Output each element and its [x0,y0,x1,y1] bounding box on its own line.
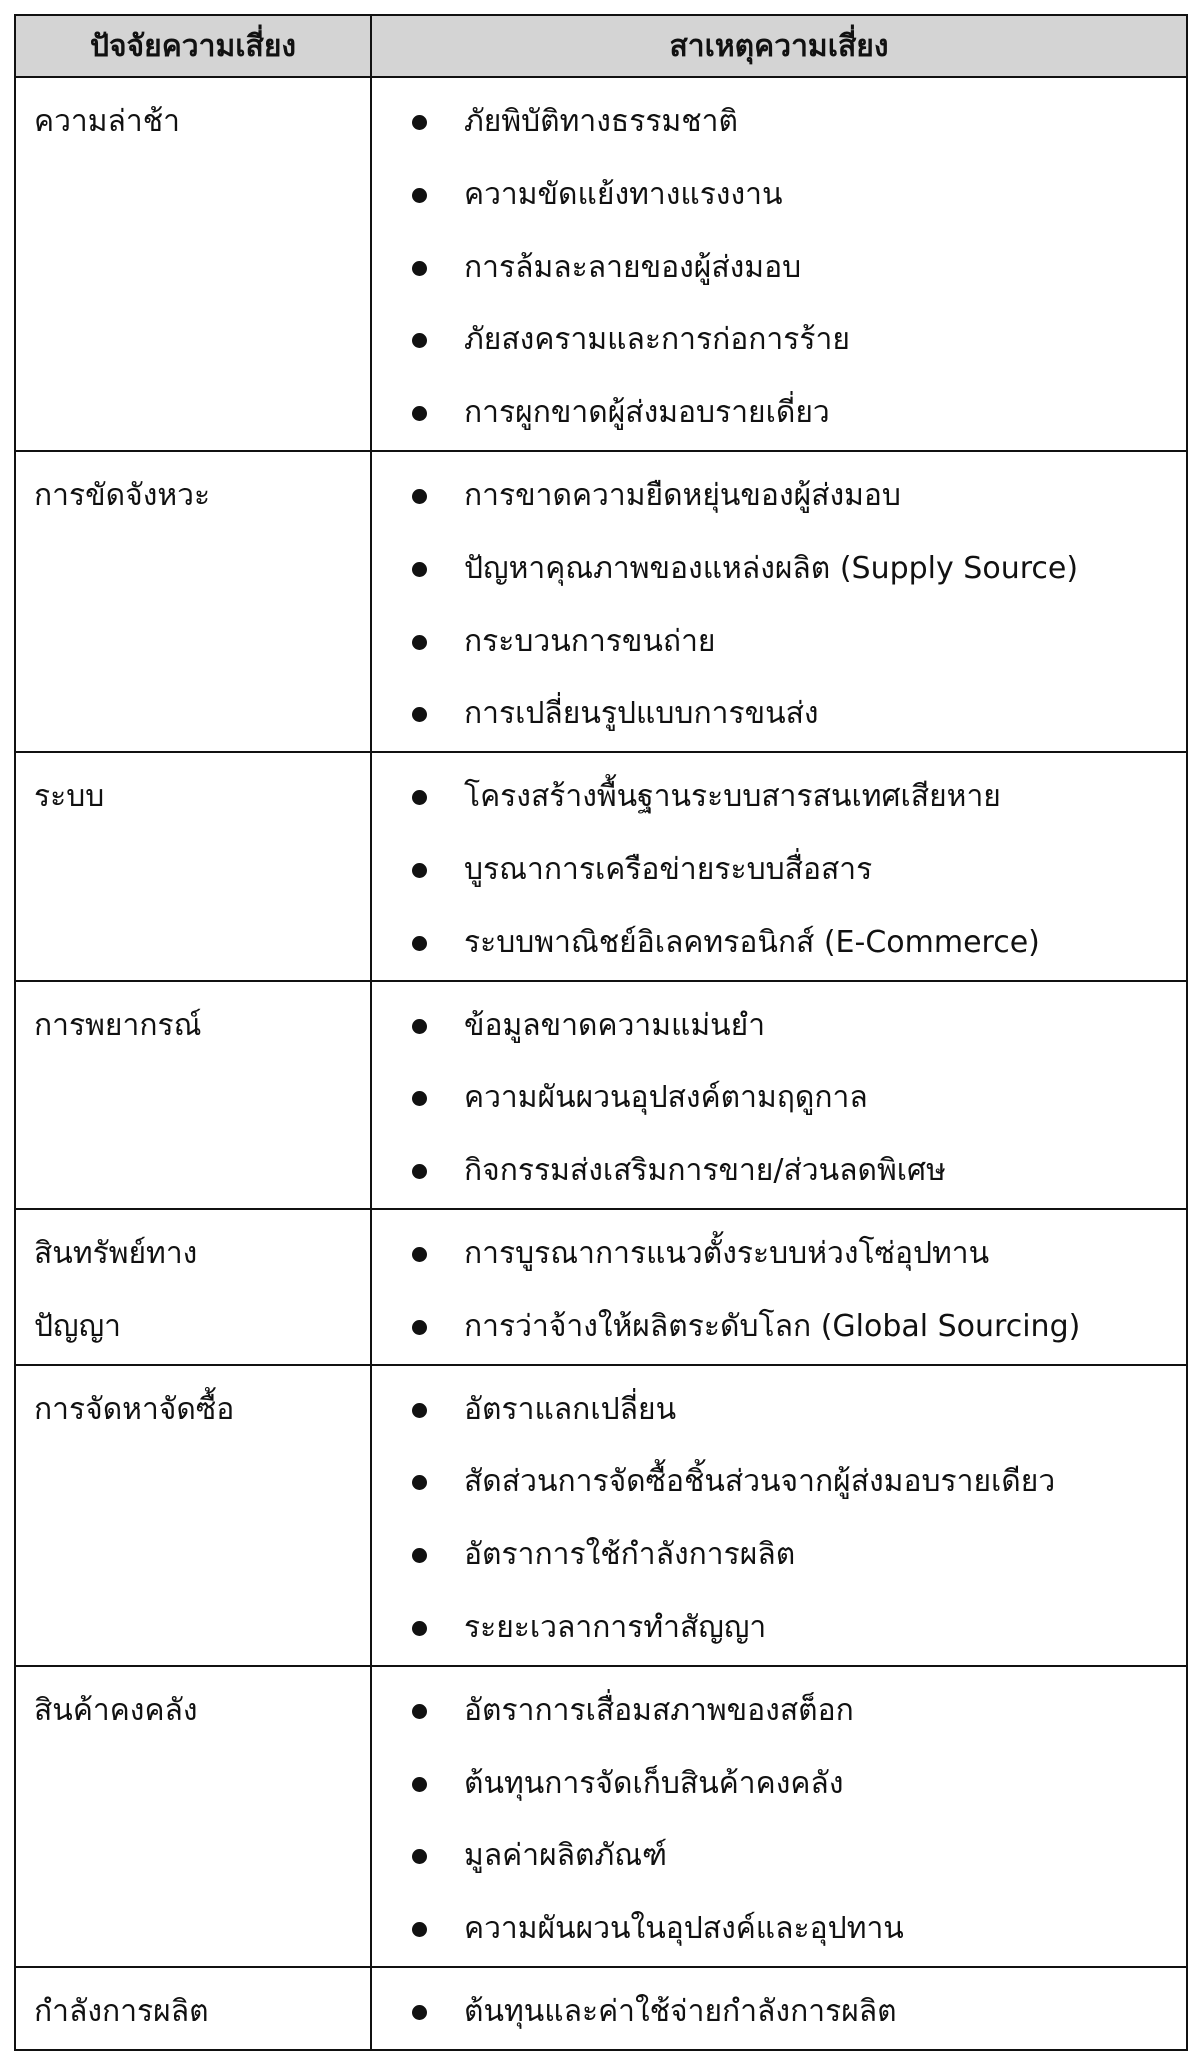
bullet-icon [412,1849,427,1864]
risk-factor-label: สินค้าคงคลัง [34,1692,198,1728]
risk-factor-cell [15,451,371,752]
header-row [15,15,1187,77]
risk-cause-list [372,1675,1182,1966]
risk-cause-text: ระยะเวลาการทำสัญญา [464,1609,767,1645]
risk-cause-text: กระบวนการขนถ่าย [464,623,716,659]
bullet-icon [412,635,427,650]
risk-cause-item [372,1135,1182,1208]
risk-cause-text: การบูรณาการแนวตั้งระบบห่วงโซ่อุปทาน [464,1235,990,1271]
risk-cause-item [372,1748,1182,1821]
risk-cause-item [372,761,1182,834]
table-row [15,77,1187,451]
risk-cause-item [372,1675,1182,1748]
bullet-icon [412,188,427,203]
risk-cause-item [372,1976,1182,2049]
bullet-icon [412,707,427,722]
risk-cause-list [372,761,1182,979]
risk-factor-cell [15,1209,371,1365]
bullet-icon [412,1704,427,1719]
bullet-icon [412,261,427,276]
risk-cause-item [372,1592,1182,1665]
risk-cause-cell [371,752,1187,980]
risk-factor-label: กำลังการผลิต [34,1993,209,2029]
table-row [15,1666,1187,1967]
risk-cause-cell [371,451,1187,752]
risk-cause-text: ความผันผวนในอุปสงค์และอุปทาน [464,1911,904,1947]
risk-cause-text: การขาดความยืดหยุ่นของผู้ส่งมอบ [464,477,901,513]
risk-cause-item [372,1820,1182,1893]
risk-cause-text: การว่าจ้างให้ผลิตระดับโลก (Global Sourcing) [464,1308,1081,1344]
risk-cause-text: โครงสร้างพื้นฐานระบบสารสนเทศเสียหาย [464,779,1001,815]
risk-cause-text: ข้อมูลขาดความแม่นยำ [464,1007,766,1043]
bullet-icon [412,1475,427,1490]
risk-cause-item [372,86,1182,159]
risk-cause-item [372,304,1182,377]
risk-cause-cell [371,1666,1187,1967]
risk-cause-item [372,232,1182,305]
risk-factor-cell [15,77,371,451]
bullet-icon [412,115,427,130]
risk-cause-item [372,1519,1182,1592]
risk-cause-text: ระบบพาณิชย์อิเลคทรอนิกส์ (E-Commerce) [464,924,1040,960]
bullet-icon [412,1777,427,1792]
risk-cause-cell [371,1365,1187,1666]
risk-cause-cell [371,981,1187,1209]
bullet-icon [412,1403,427,1418]
risk-factor-cell [15,752,371,980]
bullet-icon [412,863,427,878]
risk-factor-cell [15,1967,371,2050]
risk-table [14,14,1188,2051]
risk-cause-item [372,990,1182,1063]
bullet-icon [412,1019,427,1034]
risk-cause-list [372,86,1182,450]
risk-cause-text: สัดส่วนการจัดซื้อชิ้นส่วนจากผู้ส่งมอบรายเดียว [464,1464,1056,1500]
risk-cause-item [372,1062,1182,1135]
risk-cause-list [372,1976,1182,2049]
risk-cause-text: กิจกรรมส่งเสริมการขาย/ส่วนลดพิเศษ [464,1153,946,1189]
risk-cause-text: อัตราการใช้กำลังการผลิต [464,1537,796,1573]
risk-cause-text: มูลค่าผลิตภัณฑ์ [464,1838,668,1874]
risk-factor-cell [15,1365,371,1666]
risk-factor-cell [15,1666,371,1967]
bullet-icon [412,2005,427,2020]
risk-factor-label: การขัดจังหวะ [34,477,211,513]
risk-cause-list [372,460,1182,751]
risk-cause-text: การล้มละลายของผู้ส่งมอบ [464,249,802,285]
risk-cause-item [372,834,1182,907]
risk-cause-text: ต้นทุนการจัดเก็บสินค้าคงคลัง [464,1765,844,1801]
bullet-icon [412,1164,427,1179]
table-body [15,77,1187,2050]
risk-factor-label: ระบบ [34,779,105,815]
bullet-icon [412,562,427,577]
bullet-icon [412,1247,427,1262]
bullet-icon [412,1091,427,1106]
risk-factor-cell [15,981,371,1209]
risk-cause-text: อัตราแลกเปลี่ยน [464,1391,677,1427]
risk-cause-cell [371,1209,1187,1365]
risk-cause-text: การผูกขาดผู้ส่งมอบรายเดี่ยว [464,395,830,431]
risk-cause-item [372,159,1182,232]
risk-cause-item [372,533,1182,606]
risk-factor-label: สินทรัพย์ทาง [34,1235,198,1271]
risk-cause-text: ปัญหาคุณภาพของแหล่งผลิต (Supply Source) [464,550,1079,586]
risk-cause-cell [371,1967,1187,2050]
bullet-icon [412,936,427,951]
table-row [15,1365,1187,1666]
bullet-icon [412,790,427,805]
risk-factor-label: ความล่าช้า [34,104,180,139]
risk-cause-cell [371,77,1187,451]
risk-cause-item [372,1893,1182,1966]
risk-cause-item [372,1218,1182,1291]
risk-cause-item [372,460,1182,533]
bullet-icon [412,1320,427,1335]
header-risk-factor: ปัจจัยความเสี่ยง [15,15,371,77]
risk-cause-item [372,1446,1182,1519]
bullet-icon [412,1621,427,1636]
header-risk-cause: สาเหตุความเสี่ยง [371,15,1187,77]
risk-cause-item [372,606,1182,679]
risk-cause-text: อัตราการเสื่อมสภาพของสต็อก [464,1692,854,1728]
risk-cause-list [372,1218,1182,1364]
risk-cause-text: บูรณาการเครือข่ายระบบสื่อสาร [464,851,873,887]
bullet-icon [412,1548,427,1563]
bullet-icon [412,406,427,421]
risk-cause-item [372,377,1182,450]
table-row [15,451,1187,752]
table-row [15,981,1187,1209]
risk-factor-label: ปัญญา [34,1308,122,1344]
risk-factor-label: การจัดหาจัดซื้อ [34,1391,235,1427]
risk-cause-text: ต้นทุนและค่าใช้จ่ายกำลังการผลิต [464,1993,897,2029]
risk-cause-text: ความขัดแย้งทางแรงงาน [464,176,783,212]
risk-cause-text: ความผันผวนอุปสงค์ตามฤดูกาล [464,1080,868,1116]
bullet-icon [412,1922,427,1937]
risk-cause-item [372,678,1182,751]
table-row [15,1967,1187,2050]
risk-cause-text: ภัยพิบัติทางธรรมชาติ [464,104,738,139]
risk-cause-text: ภัยสงครามและการก่อการร้าย [464,322,850,358]
risk-cause-list [372,1374,1182,1665]
risk-factor-label: การพยากรณ์ [34,1007,202,1043]
bullet-icon [412,333,427,348]
table-row [15,752,1187,980]
risk-cause-item [372,1374,1182,1447]
risk-cause-item [372,907,1182,980]
bullet-icon [412,489,427,504]
table-row [15,1209,1187,1365]
risk-cause-item [372,1291,1182,1364]
risk-cause-text: การเปลี่ยนรูปแบบการขนส่ง [464,696,819,732]
risk-cause-list [372,990,1182,1208]
